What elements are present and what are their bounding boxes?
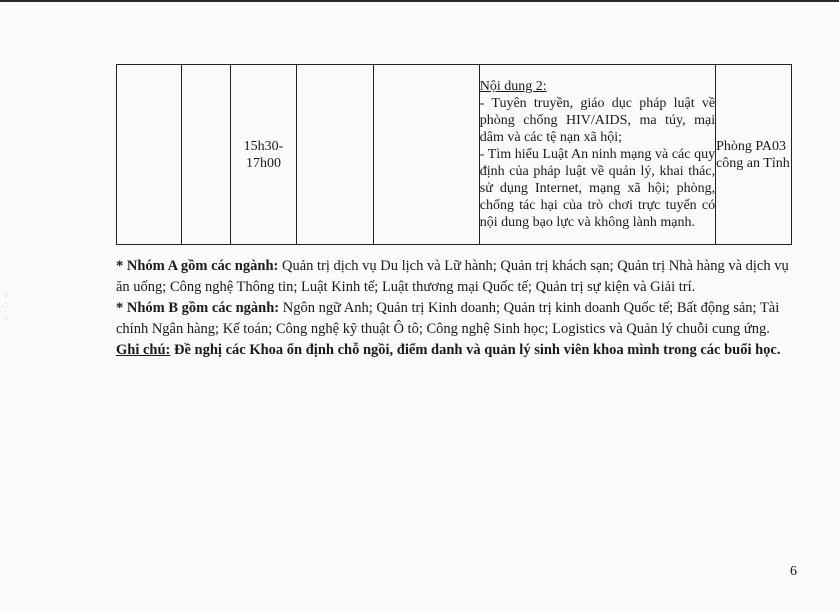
content-line: - Tìm hiểu Luật An ninh mạng và các quy định của pháp luật về quản lý, khai thác, sử dụng Internet, mạng xã hội; phòng, chống tác hại của trò chơi trực tuyến có nội dung bạo lực và không lành mạnh. (479, 147, 716, 230)
group-b-note (116, 298, 796, 340)
group-a-note (116, 256, 796, 298)
remark-text: Đề nghị các Khoa ổn định chỗ ngồi, điểm danh và quản lý sinh viên khoa mình trong các buổi học. (170, 342, 781, 358)
group-b-label: * Nhóm B gồm các ngành: (116, 300, 280, 316)
table-cell-empty (297, 65, 374, 245)
group-b-text: Ngôn ngữ Anh; Quản trị Kinh doanh; Quản trị kinh doanh Quốc tế; Bất động sản; Tài chính Ngân hàng; Kế toán; Công nghệ kỹ thuật Ô tô; Công nghệ Sinh học; Logistics và Quản lý chuỗi cung ứng. (116, 300, 780, 337)
faded-stamp-mark: ⁘ ⁛ ⁘ (2, 291, 10, 325)
table-cell-empty (374, 65, 480, 245)
content-line: - Tuyên truyền, giáo dục pháp luật về phòng chống HIV/AIDS, ma túy, mại dâm và các tệ nạn xã hội; (479, 96, 716, 145)
content-cell (479, 65, 715, 245)
remark-note (116, 340, 796, 361)
presenter: Phòng PA03 công an Tỉnh (716, 138, 790, 171)
group-a-label: * Nhóm A gồm các ngành: (116, 258, 279, 274)
session-time: 15h30- 17h00 (243, 138, 284, 171)
page-top-border (0, 0, 839, 2)
remark-label: Ghi chú: (116, 342, 171, 358)
group-a-text: Quản trị dịch vụ Du lịch và Lữ hành; Quản trị khách sạn; Quản trị Nhà hàng và dịch vụ ăn uống; Công nghệ Thông tin; Luật Kinh tế; Luật thương mại Quốc tế; Quản trị sự kiện và Giải trí. (116, 258, 789, 295)
table-row (117, 65, 792, 245)
table-cell-empty (181, 65, 230, 245)
schedule-table (116, 64, 792, 245)
time-cell (230, 65, 297, 245)
table-cell-empty (117, 65, 182, 245)
content-heading: Nội dung 2: (479, 79, 547, 94)
notes-section (116, 256, 796, 361)
page-number: 6 (790, 564, 797, 579)
presenter-cell (716, 65, 792, 245)
